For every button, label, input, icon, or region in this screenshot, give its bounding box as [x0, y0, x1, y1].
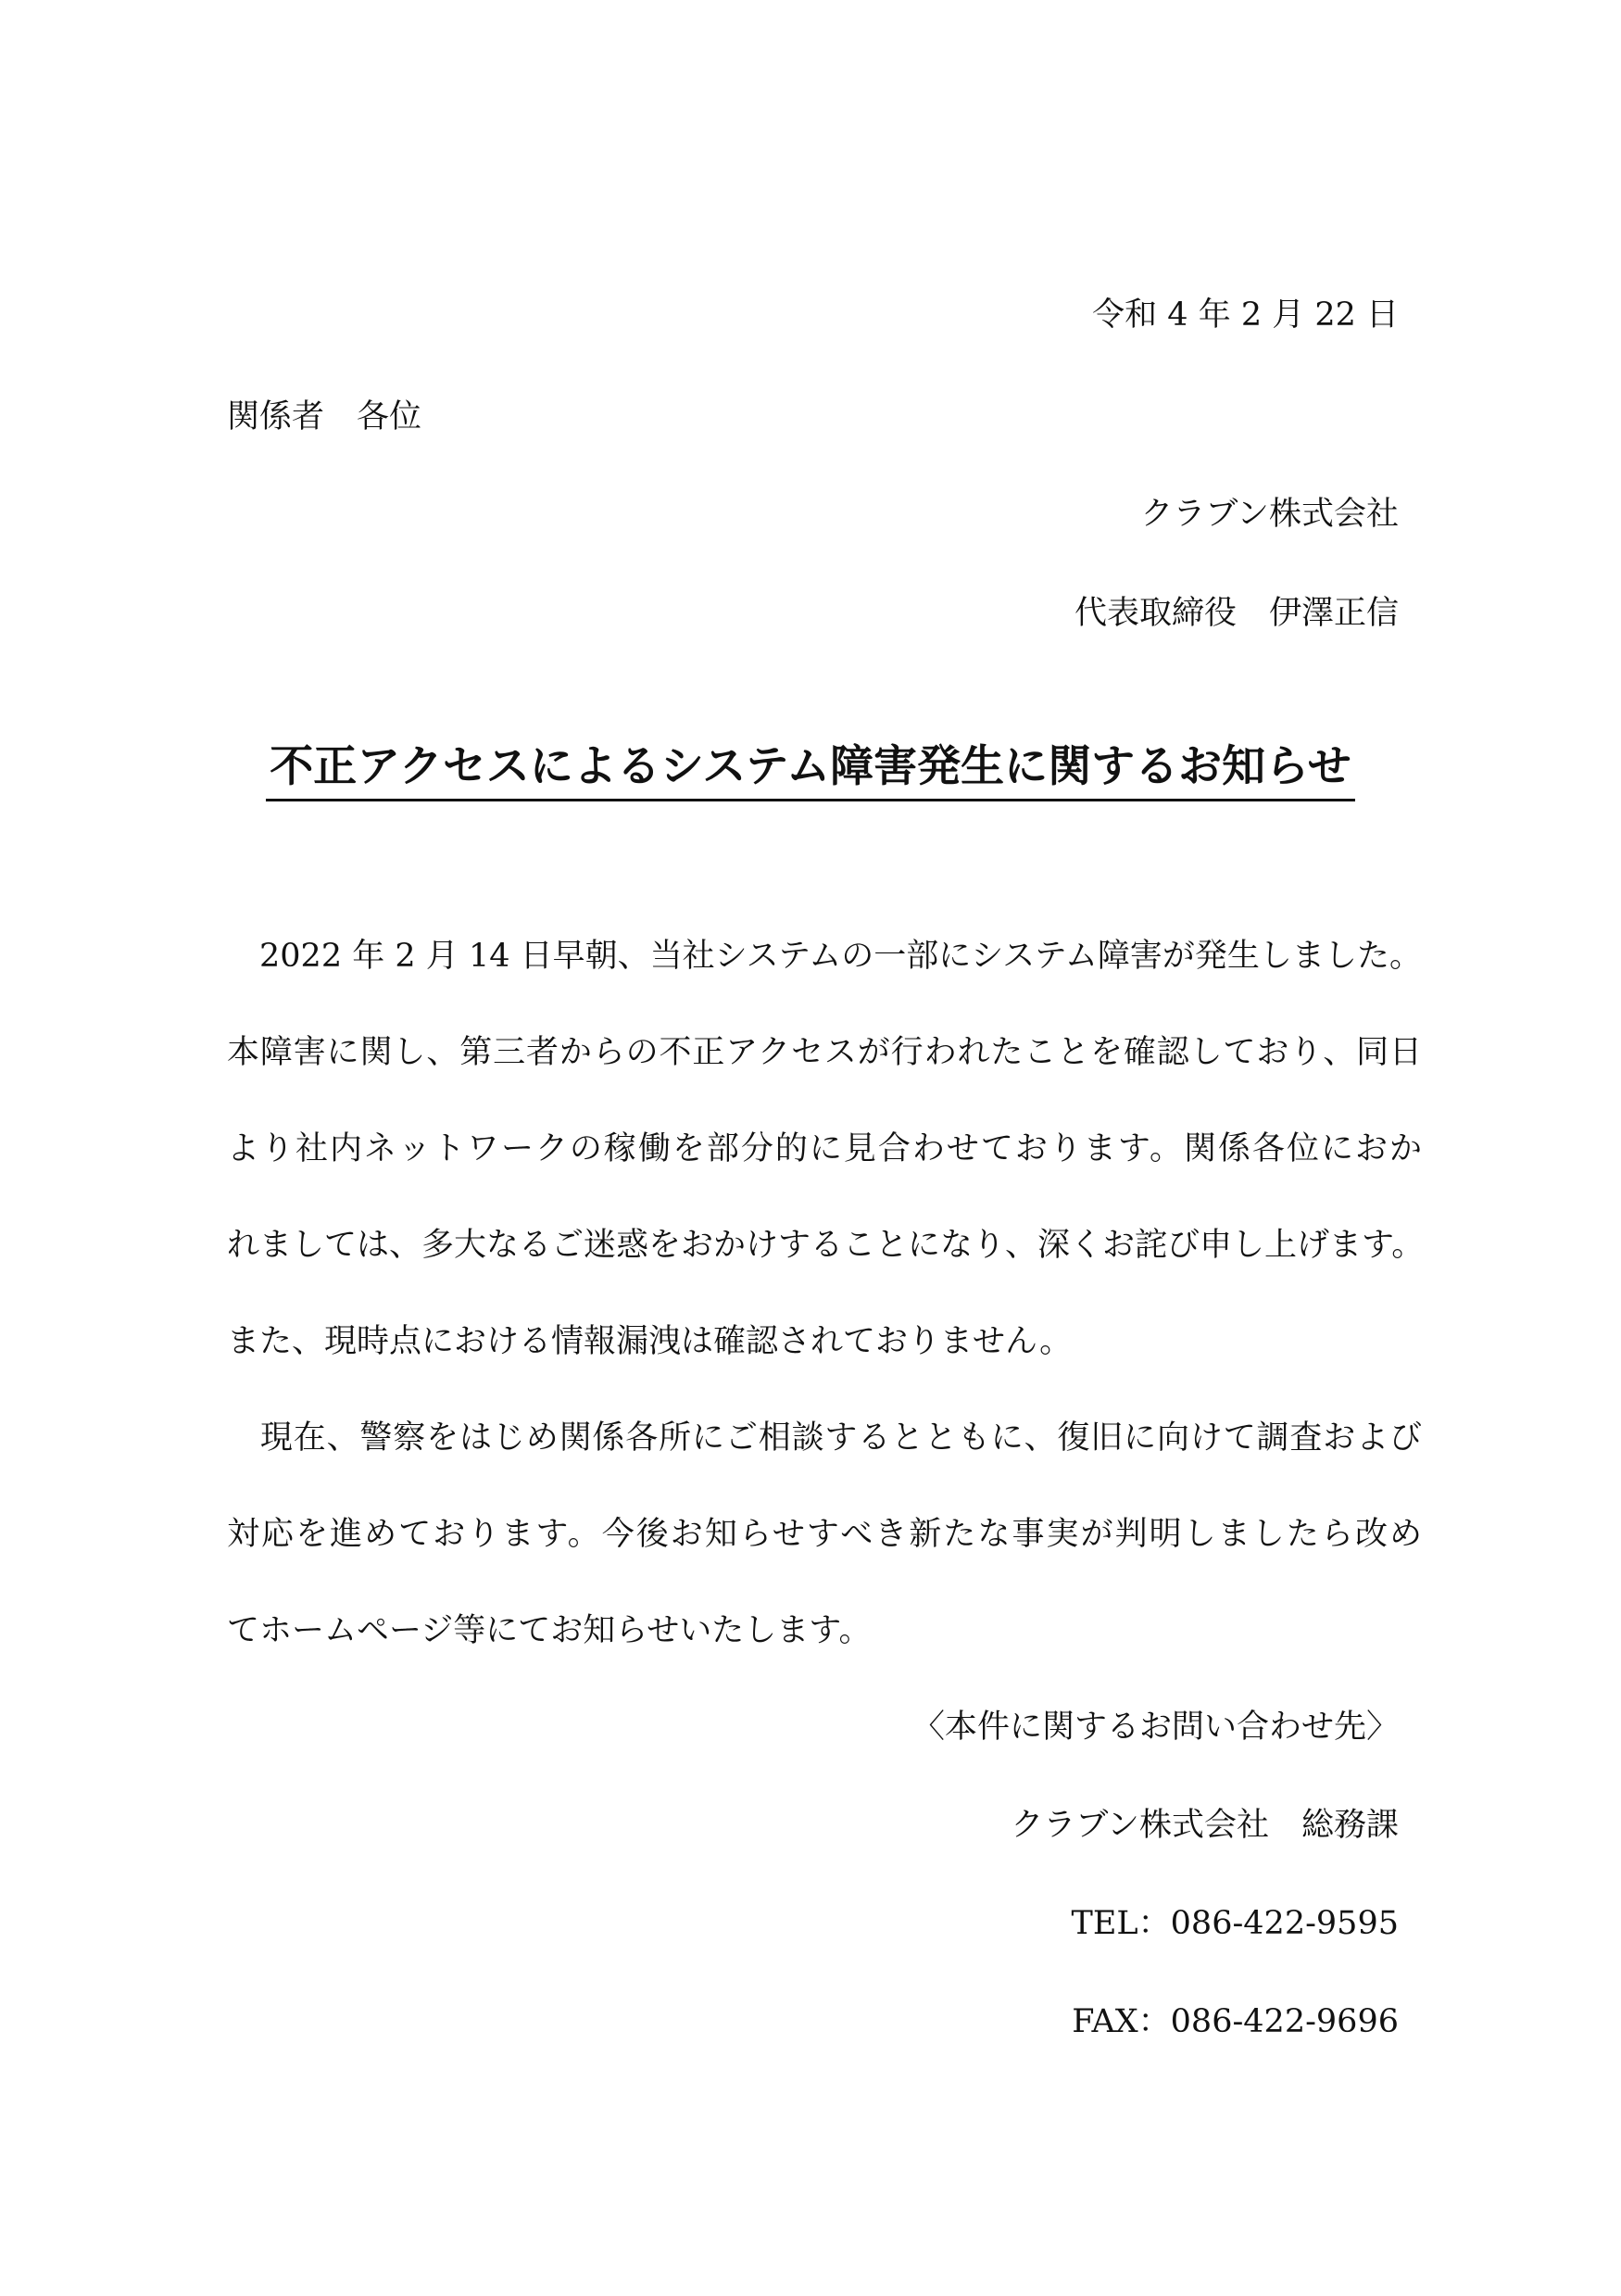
contact-department: クラブン株式会社 総務課 — [1011, 1807, 1399, 1844]
body-line: 2022 年 2 月 14 日早朝、当社システムの一部にシステム障害が発生しました。 — [227, 938, 1422, 975]
body-line: れましては、多大なるご迷惑をおかけすることになり、深くお詫び申し上げます。 — [227, 1227, 1425, 1264]
representative-name: 代表取締役 伊澤正信 — [1074, 595, 1399, 632]
body-line: 本障害に関し、第三者からの不正アクセスが行われたことを確認しており、同日 — [227, 1034, 1422, 1071]
company-name: クラブン株式会社 — [1140, 496, 1399, 533]
body-line: また、現時点における情報漏洩は確認されておりません。 — [227, 1323, 1073, 1360]
body-line: てホームページ等にてお知らせいたします。 — [227, 1612, 872, 1649]
body-line: より社内ネットワークの稼働を部分的に見合わせております。関係各位におか — [227, 1130, 1422, 1167]
body-line: 現在、警察をはじめ関係各所にご相談するとともに、復旧に向けて調査および — [227, 1419, 1422, 1457]
addressee: 関係者 各位 — [227, 398, 422, 435]
document-title-wrapper — [0, 739, 1621, 801]
contact-fax: FAX：086-422-9696 — [1072, 2003, 1399, 2040]
document-title: 不正アクセスによるシステム障害発生に関するお知らせ — [266, 739, 1354, 801]
contact-heading: 〈本件に関するお問い合わせ先〉 — [911, 1709, 1399, 1746]
issue-date: 令和 4 年 2 月 22 日 — [1092, 296, 1399, 334]
contact-tel: TEL：086-422-9595 — [1071, 1905, 1399, 1942]
body-line: 対応を進めております。今後お知らせすべき新たな事実が判明しましたら改め — [227, 1516, 1422, 1553]
